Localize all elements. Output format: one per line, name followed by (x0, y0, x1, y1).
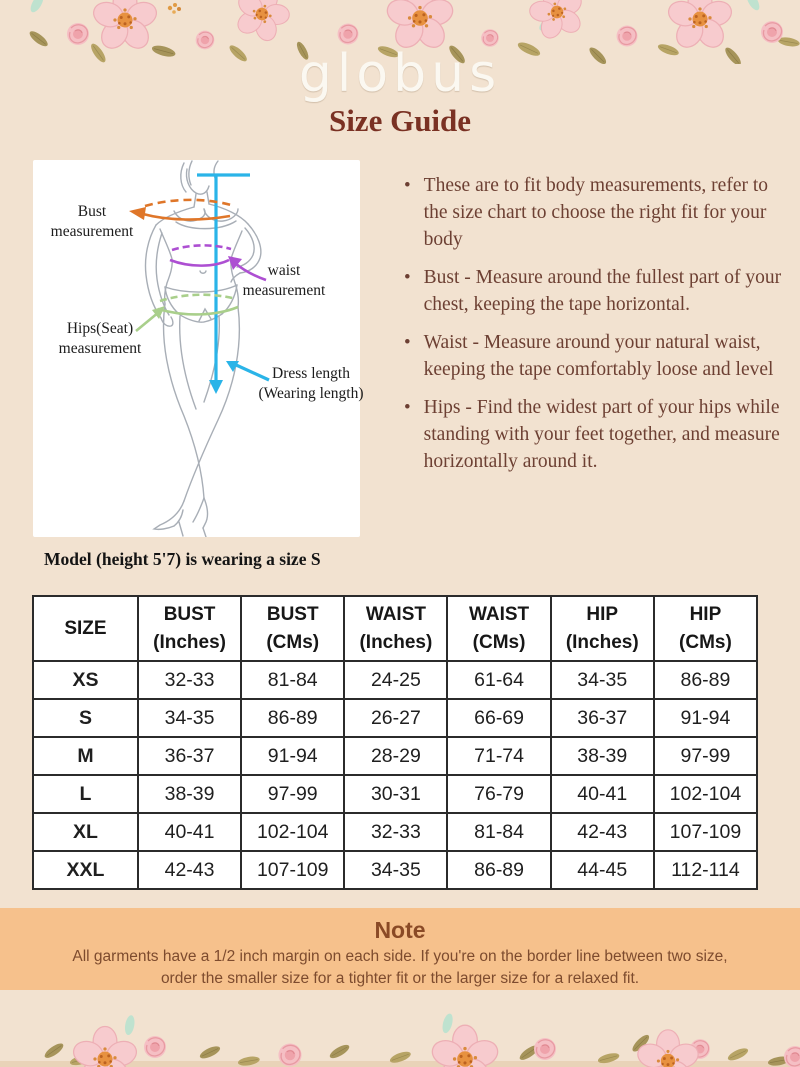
note-section (0, 908, 800, 990)
waist-label: waist measurement (242, 262, 326, 299)
value-cell: 107-109 (241, 851, 344, 889)
value-cell: 26-27 (344, 699, 447, 737)
page-title: Size Guide (328, 103, 472, 138)
value-cell: 44-45 (551, 851, 654, 889)
value-cell: 86-89 (241, 699, 344, 737)
value-cell: 86-89 (447, 851, 550, 889)
size-cell: L (33, 775, 138, 813)
value-cell: 42-43 (138, 851, 241, 889)
note-title: Note (374, 917, 426, 943)
value-cell: 30-31 (344, 775, 447, 813)
table-row (33, 699, 757, 737)
bullet-icon: • (404, 267, 411, 288)
value-cell: 34-35 (138, 699, 241, 737)
table-header-row (33, 596, 757, 661)
model-caption: Model (height 5'7) is wearing a size S (44, 549, 321, 569)
value-cell: 32-33 (344, 813, 447, 851)
bullet-icon: • (404, 332, 411, 353)
size-cell: M (33, 737, 138, 775)
table-row (33, 661, 757, 699)
value-cell: 91-94 (241, 737, 344, 775)
column-header-waist-cms: WAIST (CMs) (447, 596, 550, 661)
size-cell: XL (33, 813, 138, 851)
value-cell: 34-35 (551, 661, 654, 699)
value-cell: 42-43 (551, 813, 654, 851)
value-cell: 61-64 (447, 661, 550, 699)
instruction-item (404, 329, 782, 383)
table-row (33, 775, 757, 813)
hips-label: Hips(Seat) measurement (58, 320, 142, 357)
value-cell: 97-99 (654, 737, 757, 775)
value-cell: 32-33 (138, 661, 241, 699)
value-cell: 40-41 (138, 813, 241, 851)
value-cell: 97-99 (241, 775, 344, 813)
value-cell: 86-89 (654, 661, 757, 699)
instruction-text: These are to fit body measurements, refer to the size chart to choose the right fit for your body (423, 175, 769, 250)
value-cell: 24-25 (344, 661, 447, 699)
column-header-hip-inches: HIP (Inches) (551, 596, 654, 661)
size-cell: XXL (33, 851, 138, 889)
instruction-item (404, 172, 782, 253)
value-cell: 38-39 (551, 737, 654, 775)
value-cell: 102-104 (241, 813, 344, 851)
column-header-size: SIZE (33, 596, 138, 661)
value-cell: 112-114 (654, 851, 757, 889)
bullet-icon: • (404, 397, 411, 418)
instruction-text: Hips - Find the widest part of your hips while standing with your feet together, and measure horizontally around it. (423, 397, 780, 472)
value-cell: 107-109 (654, 813, 757, 851)
value-cell: 38-39 (138, 775, 241, 813)
value-cell: 40-41 (551, 775, 654, 813)
table-row (33, 737, 757, 775)
value-cell: 81-84 (241, 661, 344, 699)
value-cell: 81-84 (447, 813, 550, 851)
bullet-icon: • (404, 175, 411, 196)
dress-length-label: Dress length (Wearing length) (258, 365, 364, 402)
floral-border-bottom (0, 1001, 800, 1067)
column-header-bust-cms: BUST (CMs) (241, 596, 344, 661)
value-cell: 76-79 (447, 775, 550, 813)
column-header-waist-inches: WAIST (Inches) (344, 596, 447, 661)
note-text: All garments have a 1/2 inch margin on each side. If you're on the border line between two size, order the smaller size for a tighter fit or the larger size for a relaxed fit. (72, 948, 728, 988)
value-cell: 28-29 (344, 737, 447, 775)
size-chart-table (32, 595, 758, 890)
column-header-bust-inches: BUST (Inches) (138, 596, 241, 661)
table-row (33, 851, 757, 889)
bust-label: Bust measurement (50, 203, 134, 240)
size-cell: XS (33, 661, 138, 699)
size-cell: S (33, 699, 138, 737)
value-cell: 36-37 (551, 699, 654, 737)
value-cell: 71-74 (447, 737, 550, 775)
value-cell: 66-69 (447, 699, 550, 737)
brand-logo: globus (298, 44, 502, 104)
table-row (33, 813, 757, 851)
instruction-text: Waist - Measure around your natural waist, keeping the tape comfortably loose and level (423, 332, 774, 380)
column-header-hip-cms: HIP (CMs) (654, 596, 757, 661)
value-cell: 36-37 (138, 737, 241, 775)
value-cell: 91-94 (654, 699, 757, 737)
value-cell: 34-35 (344, 851, 447, 889)
instruction-text: Bust - Measure around the fullest part of your chest, keeping the tape horizontal. (423, 267, 782, 315)
value-cell: 102-104 (654, 775, 757, 813)
instruction-item (404, 394, 782, 475)
measurement-diagram (33, 160, 364, 537)
instructions-list (404, 172, 782, 486)
instruction-item (404, 264, 782, 318)
